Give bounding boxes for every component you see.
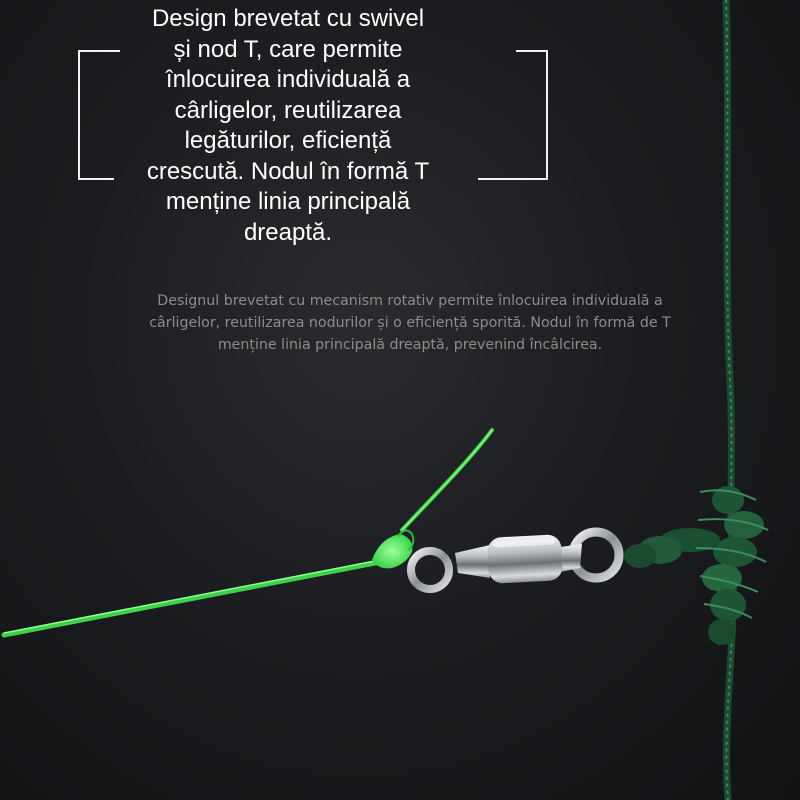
barrel-swivel-icon bbox=[411, 532, 619, 589]
leader-knot bbox=[372, 534, 412, 568]
leader-line-highlight bbox=[4, 560, 380, 633]
t-knot-icon bbox=[624, 486, 768, 645]
leader-line-stroke bbox=[4, 562, 380, 635]
frame-corner bbox=[78, 50, 80, 180]
description-text: Designul brevetat cu mecanism rotativ permite înlocuirea individuală a cârligelor, reutilizarea nodurilor și o eficiență sporită. Nodul în formă de T menține linia principală dreaptă, prevenind încâlcirea. bbox=[149, 293, 671, 353]
frame-corner bbox=[546, 50, 548, 180]
frame-corner bbox=[478, 178, 548, 180]
knot-branch bbox=[624, 544, 656, 568]
frame-corner bbox=[516, 50, 548, 52]
headline-text: Design brevetat cu swivel și nod T, care permite înlocuirea individuală a cârligelor, reutilizarea legăturilor, eficiență crescută. Nodul în formă T menține linia principală dreaptă. bbox=[146, 5, 430, 246]
swivel-cone-right bbox=[560, 544, 582, 572]
knot-wrap bbox=[708, 619, 736, 645]
swivel-ring-left bbox=[411, 551, 449, 589]
swivel-cone-left bbox=[455, 545, 490, 578]
main-line bbox=[726, 0, 733, 800]
leader-line bbox=[4, 430, 492, 635]
